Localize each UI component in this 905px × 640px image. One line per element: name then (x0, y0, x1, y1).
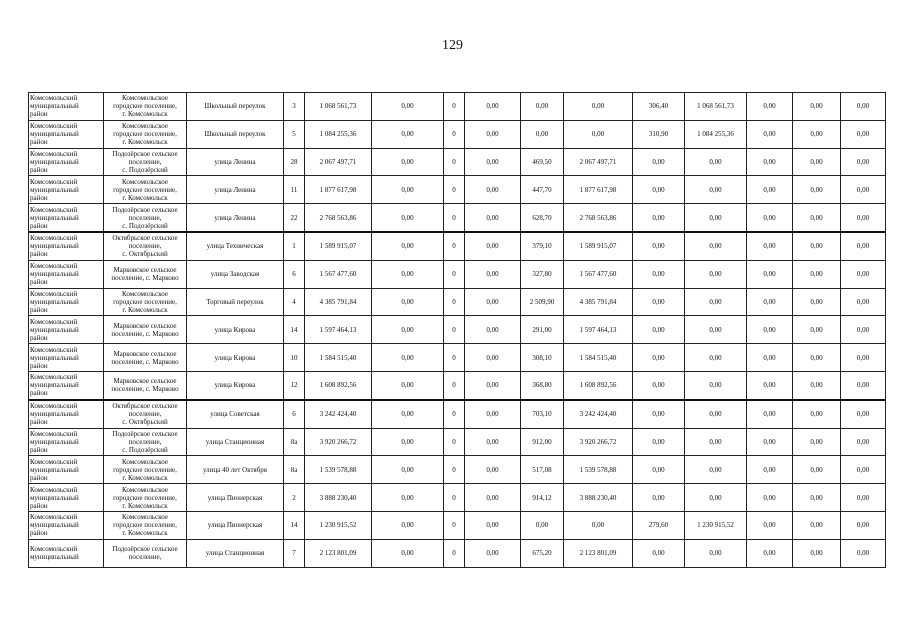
cell-settlement: Подозёрское сельское поселение, с. Подозёрский (104, 428, 187, 456)
cell-area-col-9: 914,12 (521, 484, 564, 512)
cell-total-cost: 1 068 561,73 (305, 93, 372, 121)
cell-cost-col-10: 2 768 563,86 (564, 204, 633, 232)
cell-street: улица Станционная (187, 428, 284, 456)
cell-cost-col-15: 0,00 (841, 176, 886, 204)
table-row (29, 260, 886, 288)
cell-house-number: 28 (284, 148, 305, 176)
cell-cost-col-15: 0,00 (841, 511, 886, 539)
cell-cost-col-12: 1 068 561,73 (685, 93, 747, 121)
cell-cost-col-6: 0,00 (372, 204, 444, 232)
cell-cost-col-13: 0,00 (747, 539, 793, 567)
cell-cost-col-13: 0,00 (747, 260, 793, 288)
cell-settlement: Комсомольское городское поселение, г. Комсомольск (104, 511, 187, 539)
cell-settlement: Марковское сельское поселение, с. Марково (104, 371, 187, 399)
cell-cost-col-15: 0,00 (841, 428, 886, 456)
cell-cost-col-12: 0,00 (685, 371, 747, 399)
cell-district: Комсомольский муниципальный район (29, 400, 104, 428)
cell-street: улица Ленина (187, 204, 284, 232)
cell-count-col-7: 0 (444, 260, 465, 288)
cell-house-number: 1 (284, 232, 305, 260)
cell-cost-col-13: 0,00 (747, 400, 793, 428)
cell-area-col-9: 628,70 (521, 204, 564, 232)
cell-settlement: Марковское сельское поселение, с. Марково (104, 260, 187, 288)
cell-cost-col-15: 0,00 (841, 371, 886, 399)
cell-cost-col-8: 0,00 (465, 400, 521, 428)
cell-count-col-7: 0 (444, 176, 465, 204)
cell-cost-col-12: 0,00 (685, 260, 747, 288)
table-row (29, 539, 886, 567)
cell-cost-col-10: 2 067 497,71 (564, 148, 633, 176)
cell-house-number: 3 (284, 93, 305, 121)
cell-street: улица Станционная (187, 539, 284, 567)
cell-area-col-11: 0,00 (633, 428, 685, 456)
cell-street: улица 40 лет Октября (187, 456, 284, 484)
table-row (29, 484, 886, 512)
cell-total-cost: 1 589 915,07 (305, 232, 372, 260)
cell-cost-col-10: 1 877 617,98 (564, 176, 633, 204)
cell-count-col-7: 0 (444, 428, 465, 456)
cell-area-col-11: 306,40 (633, 93, 685, 121)
cell-cost-col-10: 1 567 477,60 (564, 260, 633, 288)
cell-total-cost: 2 123 801,09 (305, 539, 372, 567)
cell-cost-col-14: 0,00 (793, 288, 841, 316)
cell-area-col-9: 308,10 (521, 344, 564, 372)
cell-cost-col-10: 1 539 578,88 (564, 456, 633, 484)
cell-cost-col-15: 0,00 (841, 120, 886, 148)
cell-district: Комсомольский муниципальный район (29, 511, 104, 539)
cell-district: Комсомольский муниципальный район (29, 120, 104, 148)
cell-count-col-7: 0 (444, 120, 465, 148)
cell-area-col-11: 0,00 (633, 148, 685, 176)
cell-cost-col-8: 0,00 (465, 484, 521, 512)
cell-cost-col-14: 0,00 (793, 93, 841, 121)
cell-settlement: Подозёрское сельское поселение, с. Подозёрский (104, 148, 187, 176)
cell-district: Комсомольский муниципальный район (29, 176, 104, 204)
cell-area-col-9: 0,00 (521, 93, 564, 121)
cell-cost-col-13: 0,00 (747, 232, 793, 260)
cell-cost-col-12: 0,00 (685, 428, 747, 456)
cell-cost-col-14: 0,00 (793, 176, 841, 204)
table-row (29, 204, 886, 232)
cell-cost-col-10: 0,00 (564, 120, 633, 148)
cell-cost-col-15: 0,00 (841, 204, 886, 232)
cell-total-cost: 3 920 266,72 (305, 428, 372, 456)
cell-cost-col-6: 0,00 (372, 93, 444, 121)
cell-settlement: Комсомольское городское поселение, г. Комсомольск (104, 484, 187, 512)
cell-house-number: 2 (284, 484, 305, 512)
cell-total-cost: 1 567 477,60 (305, 260, 372, 288)
cell-count-col-7: 0 (444, 204, 465, 232)
cell-area-col-11: 0,00 (633, 456, 685, 484)
cell-cost-col-14: 0,00 (793, 484, 841, 512)
cell-cost-col-14: 0,00 (793, 316, 841, 344)
cell-cost-col-15: 0,00 (841, 539, 886, 567)
cell-count-col-7: 0 (444, 232, 465, 260)
cell-total-cost: 1 597 464,13 (305, 316, 372, 344)
cell-area-col-9: 517,08 (521, 456, 564, 484)
cell-cost-col-15: 0,00 (841, 456, 886, 484)
cell-cost-col-8: 0,00 (465, 288, 521, 316)
cell-area-col-9: 0,00 (521, 120, 564, 148)
cell-total-cost: 2 768 563,86 (305, 204, 372, 232)
cell-count-col-7: 0 (444, 539, 465, 567)
cell-cost-col-8: 0,00 (465, 120, 521, 148)
table-row (29, 456, 886, 484)
cell-cost-col-8: 0,00 (465, 511, 521, 539)
cell-total-cost: 3 242 424,40 (305, 400, 372, 428)
cell-district: Комсомольский муниципальный район (29, 428, 104, 456)
cell-cost-col-8: 0,00 (465, 148, 521, 176)
cell-settlement: Марковское сельское поселение, с. Марково (104, 344, 187, 372)
cell-cost-col-8: 0,00 (465, 176, 521, 204)
cell-district: Комсомольский муниципальный район (29, 232, 104, 260)
cell-cost-col-12: 0,00 (685, 484, 747, 512)
cell-cost-col-12: 0,00 (685, 148, 747, 176)
cell-cost-col-10: 0,00 (564, 511, 633, 539)
cell-cost-col-13: 0,00 (747, 428, 793, 456)
cell-area-col-9: 379,10 (521, 232, 564, 260)
table-row (29, 176, 886, 204)
cell-area-col-9: 368,80 (521, 371, 564, 399)
cell-cost-col-6: 0,00 (372, 428, 444, 456)
cell-cost-col-10: 1 608 892,56 (564, 371, 633, 399)
cell-count-col-7: 0 (444, 456, 465, 484)
cell-cost-col-14: 0,00 (793, 428, 841, 456)
cell-cost-col-8: 0,00 (465, 344, 521, 372)
cell-count-col-7: 0 (444, 484, 465, 512)
cell-district: Комсомольский муниципальный район (29, 148, 104, 176)
cell-count-col-7: 0 (444, 400, 465, 428)
cell-cost-col-15: 0,00 (841, 484, 886, 512)
cell-district: Комсомольский муниципальный район (29, 260, 104, 288)
cell-total-cost: 1 584 515,40 (305, 344, 372, 372)
cell-house-number: 6 (284, 400, 305, 428)
cell-count-col-7: 0 (444, 344, 465, 372)
cell-total-cost: 4 385 791,84 (305, 288, 372, 316)
cell-area-col-9: 675,20 (521, 539, 564, 567)
cell-area-col-11: 0,00 (633, 371, 685, 399)
cell-cost-col-12: 0,00 (685, 316, 747, 344)
cell-area-col-11: 0,00 (633, 316, 685, 344)
cell-house-number: 12 (284, 371, 305, 399)
cell-cost-col-6: 0,00 (372, 260, 444, 288)
cell-cost-col-6: 0,00 (372, 120, 444, 148)
cell-cost-col-13: 0,00 (747, 316, 793, 344)
cell-cost-col-12: 1 084 255,36 (685, 120, 747, 148)
cell-cost-col-12: 0,00 (685, 176, 747, 204)
cell-cost-col-13: 0,00 (747, 204, 793, 232)
cell-area-col-9: 447,70 (521, 176, 564, 204)
cell-cost-col-10: 3 888 230,40 (564, 484, 633, 512)
cell-area-col-11: 279,60 (633, 511, 685, 539)
cell-street: улица Кирова (187, 316, 284, 344)
cell-district: Комсомольский муниципальный район (29, 288, 104, 316)
cell-settlement: Комсомольское городское поселение, г. Комсомольск (104, 93, 187, 121)
cell-cost-col-13: 0,00 (747, 148, 793, 176)
cell-cost-col-6: 0,00 (372, 539, 444, 567)
cell-area-col-11: 310,90 (633, 120, 685, 148)
cell-cost-col-12: 0,00 (685, 539, 747, 567)
cell-cost-col-8: 0,00 (465, 204, 521, 232)
cell-district: Комсомольский муниципальный район (29, 316, 104, 344)
cell-street: улица Советская (187, 400, 284, 428)
cell-settlement: Подозёрское сельское поселение, (104, 539, 187, 567)
cell-settlement: Комсомольское городское поселение, г. Комсомольск (104, 176, 187, 204)
cell-cost-col-10: 3 920 266,72 (564, 428, 633, 456)
cell-cost-col-12: 0,00 (685, 204, 747, 232)
cell-street: улица Кирова (187, 344, 284, 372)
cell-district: Комсомольский муниципальный район (29, 484, 104, 512)
cell-settlement: Комсомольское городское поселение, г. Комсомольск (104, 120, 187, 148)
cell-house-number: 22 (284, 204, 305, 232)
table-row (29, 428, 886, 456)
housing-repair-table (28, 92, 886, 568)
cell-cost-col-6: 0,00 (372, 232, 444, 260)
table-row (29, 288, 886, 316)
cell-cost-col-8: 0,00 (465, 456, 521, 484)
cell-area-col-11: 0,00 (633, 288, 685, 316)
cell-area-col-11: 0,00 (633, 539, 685, 567)
cell-cost-col-13: 0,00 (747, 120, 793, 148)
cell-district: Комсомольский муниципальный район (29, 344, 104, 372)
cell-area-col-9: 912,00 (521, 428, 564, 456)
cell-cost-col-6: 0,00 (372, 400, 444, 428)
cell-area-col-9: 327,80 (521, 260, 564, 288)
cell-settlement: Комсомольское городское поселение, г. Комсомольск (104, 456, 187, 484)
cell-street: Торговый переулок (187, 288, 284, 316)
cell-cost-col-14: 0,00 (793, 120, 841, 148)
cell-house-number: 10 (284, 344, 305, 372)
cell-cost-col-10: 1 584 515,40 (564, 344, 633, 372)
cell-total-cost: 3 888 230,40 (305, 484, 372, 512)
cell-total-cost: 1 084 255,36 (305, 120, 372, 148)
cell-cost-col-13: 0,00 (747, 344, 793, 372)
cell-settlement: Подозёрское сельское поселение, с. Подозёрский (104, 204, 187, 232)
cell-cost-col-6: 0,00 (372, 511, 444, 539)
cell-house-number: 14 (284, 316, 305, 344)
cell-cost-col-15: 0,00 (841, 93, 886, 121)
cell-street: улица Ленина (187, 176, 284, 204)
cell-cost-col-15: 0,00 (841, 344, 886, 372)
cell-district: Комсомольский муниципальный (29, 539, 104, 567)
cell-cost-col-14: 0,00 (793, 400, 841, 428)
cell-cost-col-14: 0,00 (793, 539, 841, 567)
cell-cost-col-13: 0,00 (747, 93, 793, 121)
cell-cost-col-14: 0,00 (793, 204, 841, 232)
cell-cost-col-6: 0,00 (372, 456, 444, 484)
cell-house-number: 5 (284, 120, 305, 148)
table-row (29, 511, 886, 539)
cell-street: улица Техническая (187, 232, 284, 260)
cell-street: улица Пионерская (187, 511, 284, 539)
cell-total-cost: 2 067 497,71 (305, 148, 372, 176)
cell-cost-col-6: 0,00 (372, 316, 444, 344)
cell-cost-col-12: 0,00 (685, 232, 747, 260)
cell-district: Комсомольский муниципальный район (29, 204, 104, 232)
cell-cost-col-13: 0,00 (747, 176, 793, 204)
cell-count-col-7: 0 (444, 316, 465, 344)
cell-area-col-11: 0,00 (633, 176, 685, 204)
cell-area-col-11: 0,00 (633, 400, 685, 428)
cell-cost-col-15: 0,00 (841, 316, 886, 344)
cell-cost-col-6: 0,00 (372, 176, 444, 204)
cell-area-col-11: 0,00 (633, 232, 685, 260)
cell-street: Школьный переулок (187, 120, 284, 148)
cell-cost-col-6: 0,00 (372, 148, 444, 176)
cell-cost-col-10: 0,00 (564, 93, 633, 121)
cell-street: улица Заводская (187, 260, 284, 288)
cell-cost-col-13: 0,00 (747, 456, 793, 484)
cell-cost-col-8: 0,00 (465, 260, 521, 288)
cell-cost-col-8: 0,00 (465, 232, 521, 260)
cell-cost-col-13: 0,00 (747, 288, 793, 316)
cell-cost-col-14: 0,00 (793, 371, 841, 399)
cell-total-cost: 1 539 578,88 (305, 456, 372, 484)
cell-cost-col-6: 0,00 (372, 484, 444, 512)
cell-cost-col-13: 0,00 (747, 484, 793, 512)
cell-area-col-11: 0,00 (633, 204, 685, 232)
cell-cost-col-14: 0,00 (793, 511, 841, 539)
cell-count-col-7: 0 (444, 148, 465, 176)
cell-house-number: 11 (284, 176, 305, 204)
cell-settlement: Комсомольское городское поселение, г. Комсомольск (104, 288, 187, 316)
cell-settlement: Октябрьское сельское поселение, с. Октябрьский (104, 400, 187, 428)
cell-cost-col-13: 0,00 (747, 511, 793, 539)
table-row (29, 120, 886, 148)
cell-cost-col-12: 0,00 (685, 344, 747, 372)
cell-count-col-7: 0 (444, 288, 465, 316)
cell-cost-col-8: 0,00 (465, 428, 521, 456)
cell-street: улица Ленина (187, 148, 284, 176)
cell-cost-col-6: 0,00 (372, 344, 444, 372)
page-number: 129 (442, 38, 463, 53)
cell-district: Комсомольский муниципальный район (29, 93, 104, 121)
cell-cost-col-10: 2 123 801,09 (564, 539, 633, 567)
cell-house-number: 4 (284, 288, 305, 316)
cell-cost-col-10: 1 589 915,07 (564, 232, 633, 260)
table-row (29, 344, 886, 372)
cell-cost-col-15: 0,00 (841, 148, 886, 176)
cell-street: улица Кирова (187, 371, 284, 399)
cell-street: Школьный переулок (187, 93, 284, 121)
cell-cost-col-15: 0,00 (841, 232, 886, 260)
cell-area-col-9: 0,00 (521, 511, 564, 539)
cell-cost-col-13: 0,00 (747, 371, 793, 399)
cell-house-number: 7 (284, 539, 305, 567)
cell-cost-col-12: 1 230 915,52 (685, 511, 747, 539)
cell-area-col-9: 703,10 (521, 400, 564, 428)
cell-cost-col-15: 0,00 (841, 260, 886, 288)
cell-settlement: Октябрьское сельское поселение, с. Октябрьский (104, 232, 187, 260)
cell-cost-col-14: 0,00 (793, 344, 841, 372)
cell-cost-col-10: 4 385 791,84 (564, 288, 633, 316)
table-row (29, 371, 886, 399)
cell-house-number: 14 (284, 511, 305, 539)
cell-area-col-11: 0,00 (633, 260, 685, 288)
cell-count-col-7: 0 (444, 511, 465, 539)
cell-house-number: 8а (284, 456, 305, 484)
cell-count-col-7: 0 (444, 93, 465, 121)
cell-cost-col-12: 0,00 (685, 288, 747, 316)
cell-district: Комсомольский муниципальный район (29, 456, 104, 484)
cell-cost-col-14: 0,00 (793, 148, 841, 176)
table-row (29, 148, 886, 176)
cell-cost-col-10: 1 597 464,13 (564, 316, 633, 344)
cell-house-number: 8а (284, 428, 305, 456)
cell-cost-col-14: 0,00 (793, 260, 841, 288)
cell-cost-col-15: 0,00 (841, 400, 886, 428)
cell-total-cost: 1 230 915,52 (305, 511, 372, 539)
cell-total-cost: 1 608 892,56 (305, 371, 372, 399)
cell-area-col-11: 0,00 (633, 484, 685, 512)
cell-cost-col-8: 0,00 (465, 316, 521, 344)
cell-cost-col-6: 0,00 (372, 288, 444, 316)
cell-cost-col-8: 0,00 (465, 539, 521, 567)
cell-district: Комсомольский муниципальный район (29, 371, 104, 399)
cell-area-col-9: 291,00 (521, 316, 564, 344)
cell-cost-col-8: 0,00 (465, 371, 521, 399)
table-row (29, 232, 886, 260)
cell-cost-col-6: 0,00 (372, 371, 444, 399)
cell-cost-col-8: 0,00 (465, 93, 521, 121)
cell-area-col-9: 469,50 (521, 148, 564, 176)
cell-total-cost: 1 877 617,98 (305, 176, 372, 204)
table-row (29, 400, 886, 428)
cell-house-number: 6 (284, 260, 305, 288)
table-row (29, 316, 886, 344)
cell-cost-col-12: 0,00 (685, 456, 747, 484)
cell-count-col-7: 0 (444, 371, 465, 399)
cell-cost-col-10: 3 242 424,40 (564, 400, 633, 428)
cell-area-col-11: 0,00 (633, 344, 685, 372)
cell-cost-col-14: 0,00 (793, 456, 841, 484)
cell-cost-col-15: 0,00 (841, 288, 886, 316)
cell-cost-col-12: 0,00 (685, 400, 747, 428)
cell-area-col-9: 2 509,90 (521, 288, 564, 316)
cell-street: улица Пионерская (187, 484, 284, 512)
cell-settlement: Марковское сельское поселение, с. Марково (104, 316, 187, 344)
table-row (29, 93, 886, 121)
cell-cost-col-14: 0,00 (793, 232, 841, 260)
